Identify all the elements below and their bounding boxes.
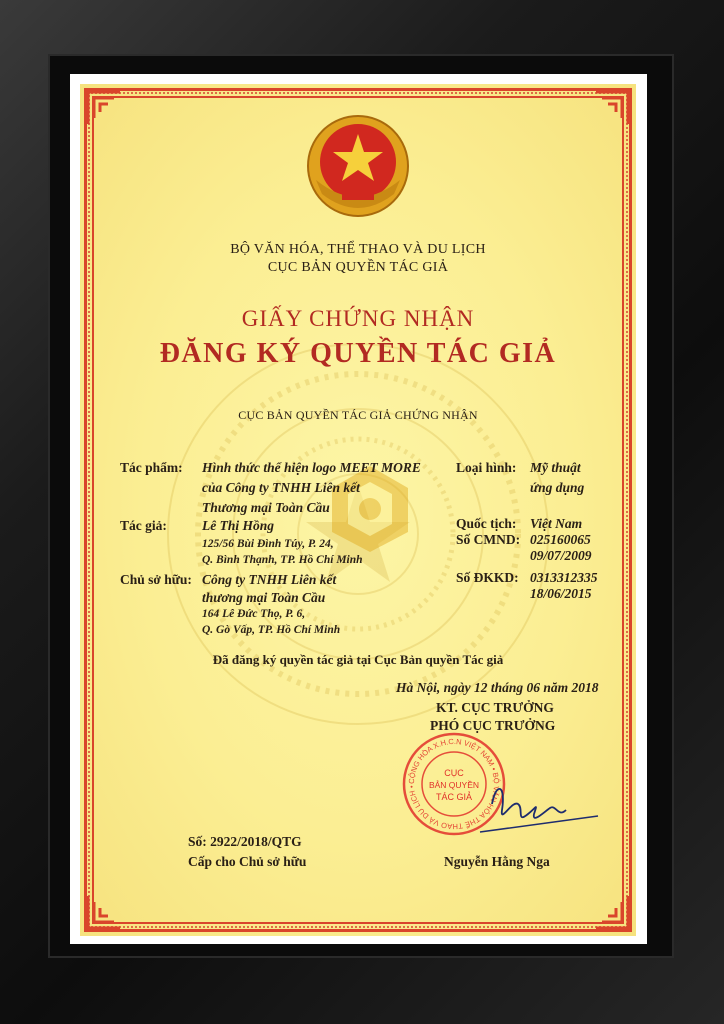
signing-date: Hà Nội, ngày 12 tháng 06 năm 2018 bbox=[396, 680, 599, 695]
certificate-number: Số: 2922/2018/QTG bbox=[188, 834, 302, 849]
signer-position: PHÓ CỤC TRƯỞNG bbox=[430, 718, 556, 733]
ministry-name: BỘ VĂN HÓA, THỂ THAO VÀ DU LỊCH bbox=[230, 242, 486, 257]
work-label: Tác phẩm: bbox=[120, 460, 183, 475]
corner-ornament-icon bbox=[84, 88, 124, 128]
type-label: Loại hình: bbox=[456, 460, 517, 475]
svg-text:CỘNG HÒA X.H.C.N VIỆT NAM • BỘ: CỘNG HÒA X.H.C.N VIỆT NAM • BỘ VĂN HÓA THỂ THAO VÀ DU LỊCH • bbox=[406, 736, 502, 832]
owner-line-1: Công ty TNHH Liên kết bbox=[202, 572, 337, 587]
certificate-paper bbox=[80, 84, 636, 936]
work-line-2: của Công ty TNHH Liên kết bbox=[202, 480, 360, 495]
work-line-1: Hình thức thể hiện logo MEET MORE bbox=[202, 460, 421, 475]
owner-line-2: thương mại Toàn Cầu bbox=[202, 590, 326, 605]
business-reg-label: Số ĐKKD: bbox=[456, 570, 519, 585]
owner-label: Chủ sở hữu: bbox=[120, 572, 192, 587]
certificate-title: GIẤY CHỨNG NHẬN bbox=[241, 306, 475, 331]
nationality-label: Quốc tịch: bbox=[456, 516, 517, 531]
issued-to: Cấp cho Chủ sở hữu bbox=[188, 854, 307, 869]
id-card-date: 09/07/2009 bbox=[530, 548, 592, 563]
corner-ornament-icon bbox=[592, 892, 632, 932]
author-address-2: Q. Bình Thạnh, TP. Hồ Chí Minh bbox=[202, 554, 363, 566]
svg-text:BẢN QUYỀN: BẢN QUYỀN bbox=[428, 780, 480, 790]
national-emblem-icon bbox=[302, 110, 414, 222]
owner-address-2: Q. Gò Vấp, TP. Hồ Chí Minh bbox=[202, 624, 341, 636]
svg-text:CỤC: CỤC bbox=[444, 768, 464, 778]
author-label: Tác giả: bbox=[120, 518, 167, 533]
type-line-2: ứng dụng bbox=[530, 480, 585, 495]
signer-name: Nguyễn Hằng Nga bbox=[444, 854, 550, 869]
svg-text:TÁC GIẢ: TÁC GIẢ bbox=[435, 792, 473, 802]
id-card-number: 025160065 bbox=[530, 532, 591, 547]
business-reg-number: 0313312335 bbox=[530, 570, 598, 585]
work-line-3: Thương mại Toàn Cầu bbox=[202, 500, 330, 515]
corner-ornament-icon bbox=[84, 892, 124, 932]
department-name: CỤC BẢN QUYỀN TÁC GIẢ bbox=[267, 260, 449, 275]
handwritten-signature bbox=[472, 774, 602, 844]
author-name: Lê Thị Hồng bbox=[202, 518, 275, 533]
owner-address-1: 164 Lê Đức Thọ, P. 6, bbox=[202, 608, 306, 620]
nationality-value: Việt Nam bbox=[530, 516, 583, 531]
on-behalf-title: KT. CỤC TRƯỞNG bbox=[436, 700, 554, 715]
registered-statement: Đã đăng ký quyền tác giả tại Cục Bản quyền Tác giả bbox=[212, 652, 504, 667]
id-card-label: Số CMND: bbox=[456, 532, 521, 547]
certificate-subtitle: ĐĂNG KÝ QUYỀN TÁC GIẢ bbox=[159, 338, 557, 369]
author-address-1: 125/56 Bùi Đình Túy, P. 24, bbox=[202, 538, 334, 550]
certify-line: CỤC BẢN QUYỀN TÁC GIẢ CHỨNG NHẬN bbox=[238, 408, 478, 422]
type-line-1: Mỹ thuật bbox=[530, 460, 581, 475]
business-reg-date: 18/06/2015 bbox=[530, 586, 592, 601]
corner-ornament-icon bbox=[592, 88, 632, 128]
